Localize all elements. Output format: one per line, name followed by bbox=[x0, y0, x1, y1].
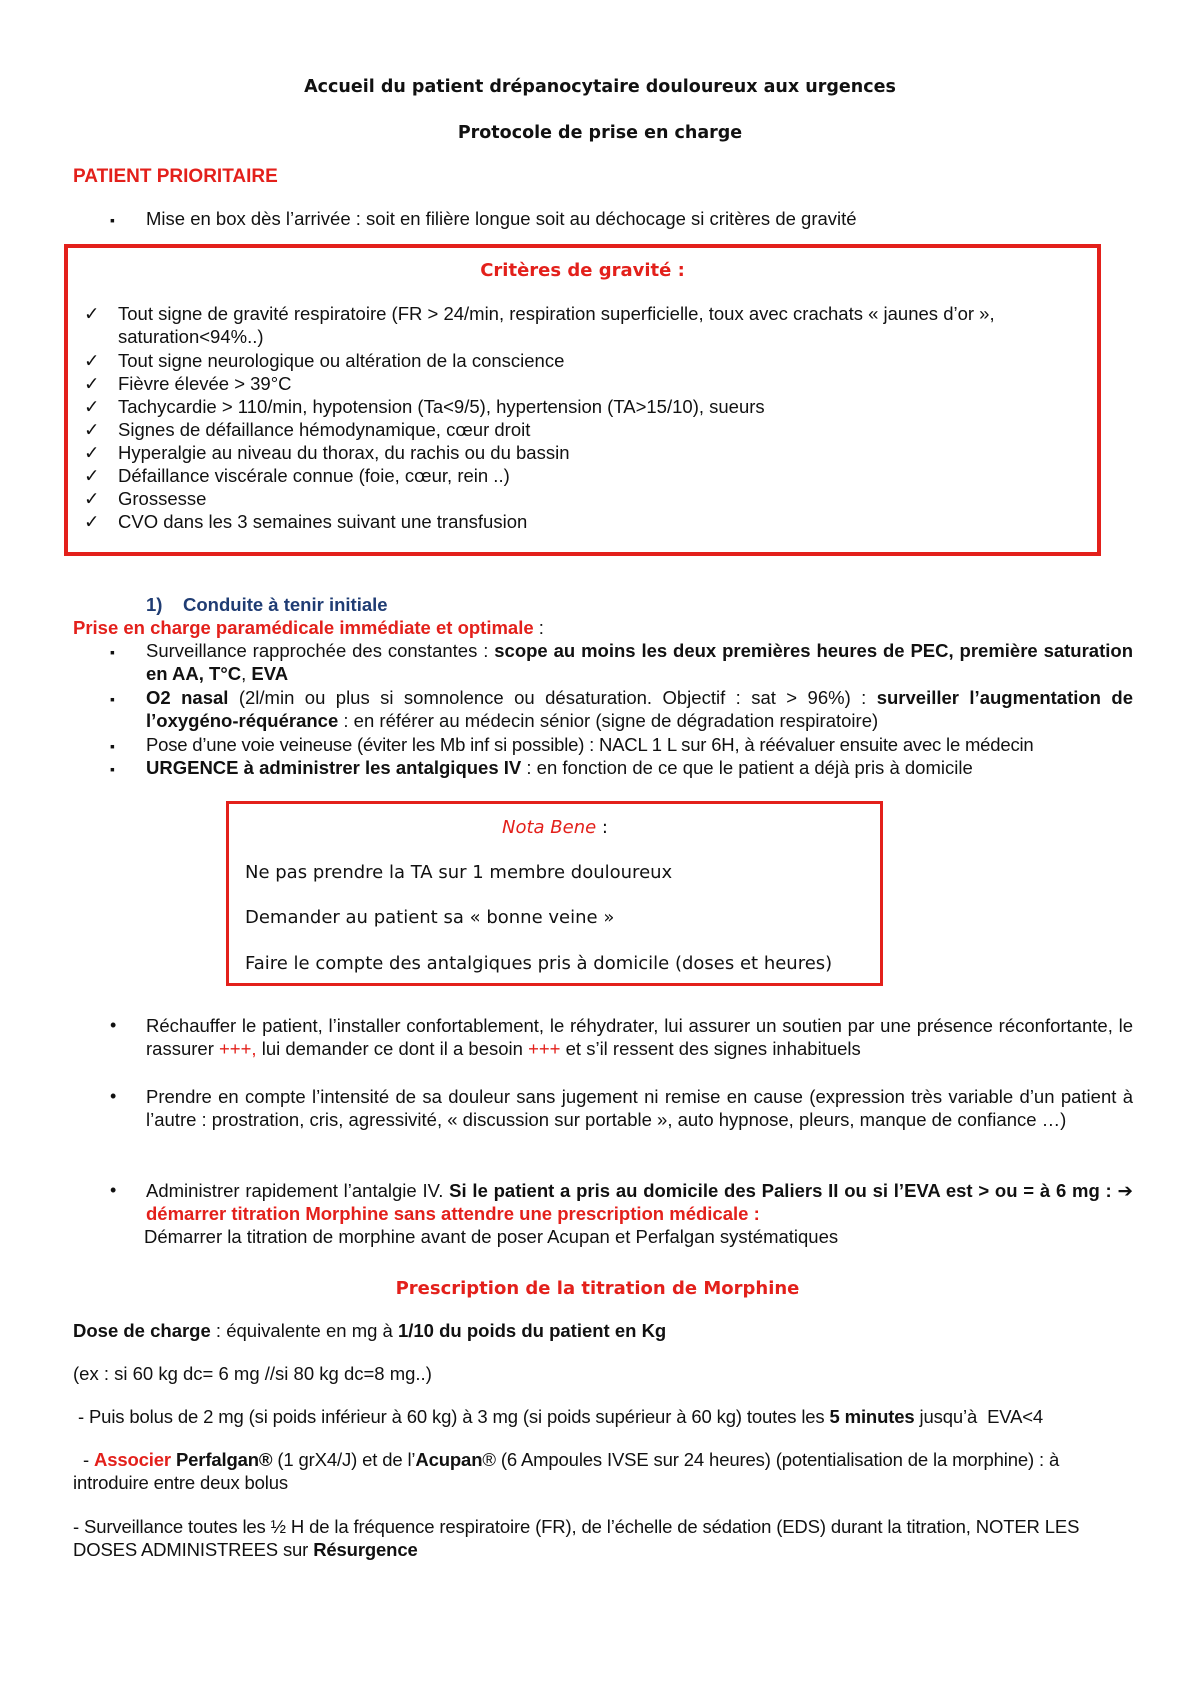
nota-bene-heading bbox=[0, 816, 1110, 839]
bullet-bold: O2 nasal bbox=[146, 687, 229, 708]
criteria-item: Tout signe de gravité respiratoire (FR > 24/min, respiration superficielle, toux avec crachats « jaunes d’or », saturation<94%..) bbox=[118, 303, 995, 347]
bullet-urgency bbox=[146, 756, 1133, 779]
criteria-item: Grossesse bbox=[118, 488, 207, 509]
monitoring-line bbox=[73, 1515, 1133, 1561]
checkmark-icon: ✓ bbox=[84, 511, 100, 532]
dose-text: : équivalente en mg à bbox=[210, 1320, 398, 1341]
monitoring-bold: Résurgence bbox=[313, 1539, 418, 1560]
dose-example: (ex : si 60 kg dc= 6 mg //si 80 kg dc=8 mg..) bbox=[73, 1363, 432, 1384]
bullet-text: Surveillance rapprochée des constantes : bbox=[146, 640, 495, 661]
document-subtitle: Protocole de prise en charge bbox=[457, 123, 743, 143]
nota-line: Ne pas prendre la TA sur 1 membre douloureux bbox=[245, 862, 673, 883]
criteria-item: CVO dans les 3 semaines suivant une transfusion bbox=[118, 511, 528, 532]
care-paragraph-pain: Prendre en compte l’intensité de sa douleur sans jugement ni remise en cause (expression très variable d’un patient à l’autre : prostration, cris, agressivité, « discussion sur portable », auto hypnose, pleurs, manque de confiance …) bbox=[146, 1086, 1133, 1130]
care-paragraph-comfort bbox=[146, 1014, 1133, 1060]
nota-heading-text: Nota Bene bbox=[502, 817, 597, 838]
emphasis-marks: +++ bbox=[528, 1038, 561, 1059]
nota-line: Demander au patient sa « bonne veine » bbox=[245, 907, 615, 928]
bolus-bold: 5 minutes bbox=[829, 1406, 915, 1427]
bullet-bold: scope au moins les deux premières heures de PEC, première saturation en AA, T°C bbox=[146, 640, 1134, 684]
document-title: Accueil du patient drépanocytaire douloureux aux urgences bbox=[304, 77, 896, 97]
nota-heading-colon: : bbox=[596, 817, 608, 838]
care-red-instruction: démarrer titration Morphine sans attendre une prescription médicale : bbox=[146, 1203, 760, 1224]
associate-bold: Perfalgan® bbox=[170, 1449, 273, 1470]
subheading-text: Prise en charge paramédicale immédiate et optimale bbox=[73, 617, 534, 638]
square-bullet-icon: ▪ bbox=[110, 738, 115, 754]
section-number: 1) bbox=[146, 594, 163, 615]
bullet-text: : en référer au médecin sénior (signe de dégradation respiratoire) bbox=[338, 710, 879, 731]
checkmark-icon: ✓ bbox=[84, 373, 100, 394]
section-heading bbox=[146, 593, 388, 616]
associate-bold: Acupan bbox=[415, 1449, 483, 1470]
care-text: et s’il ressent des signes inhabituels bbox=[560, 1038, 861, 1059]
bullet-bold: EVA bbox=[251, 663, 289, 684]
bolus-text: jusqu’à EVA<4 bbox=[914, 1406, 1044, 1427]
subheading-colon: : bbox=[533, 617, 544, 638]
associate-text: ® (6 Ampoules IVSE sur 24 heures) (potentialisation de la morphine) : à introduire entre deux bolus bbox=[73, 1449, 1060, 1493]
section-subheading bbox=[73, 616, 544, 639]
prescription-heading: Prescription de la titration de Morphine bbox=[395, 1278, 800, 1299]
round-bullet-icon: • bbox=[110, 1015, 117, 1035]
criteria-item: Défaillance viscérale connue (foie, cœur, rein ..) bbox=[118, 465, 510, 486]
checkmark-icon: ✓ bbox=[84, 465, 100, 486]
priority-item: Mise en box dès l’arrivée : soit en filière longue soit au déchocage si critères de gravité bbox=[146, 208, 857, 229]
care-text: Administrer rapidement l’antalgie IV. bbox=[146, 1180, 450, 1201]
dose-bold: 1/10 du poids du patient en Kg bbox=[397, 1320, 667, 1341]
criteria-item: Fièvre élevée > 39°C bbox=[118, 373, 292, 394]
associate-text: (1 grX4/J) et de l’ bbox=[272, 1449, 416, 1470]
criteria-item: Hyperalgie au niveau du thorax, du rachis ou du bassin bbox=[118, 442, 570, 463]
loading-dose bbox=[73, 1319, 666, 1342]
checkmark-icon: ✓ bbox=[84, 396, 100, 417]
care-bold: Si le patient a pris au domicile des Paliers II ou si l’EVA est > ou = à 6 mg : bbox=[449, 1180, 1118, 1201]
section-title: Conduite à tenir initiale bbox=[183, 594, 388, 615]
dose-label: Dose de charge bbox=[73, 1320, 211, 1341]
criteria-item: Signes de défaillance hémodynamique, cœur droit bbox=[118, 419, 531, 440]
round-bullet-icon: • bbox=[110, 1086, 117, 1106]
emphasis-marks: +++, bbox=[219, 1038, 257, 1059]
bullet-text: (2l/min ou plus si somnolence ou désaturation. Objectif : sat > 96%) : bbox=[228, 687, 877, 708]
checkmark-icon: ✓ bbox=[84, 419, 100, 440]
bullet-oxygen bbox=[146, 686, 1133, 732]
square-bullet-icon: ▪ bbox=[110, 761, 115, 777]
bullet-text: : en fonction de ce que le patient a déjà pris à domicile bbox=[521, 757, 973, 778]
bullet-constants bbox=[146, 639, 1133, 685]
associate-line bbox=[73, 1448, 1133, 1494]
nota-line: Faire le compte des antalgiques pris à domicile (doses et heures) bbox=[245, 953, 833, 974]
care-text: lui demander ce dont il a besoin bbox=[256, 1038, 529, 1059]
bullet-bold: surveiller l’augmentation de l’oxygéno-réquérance bbox=[146, 687, 1133, 731]
criteria-heading: Critères de gravité : bbox=[480, 260, 685, 281]
bullet-venous-line: Pose d’une voie veineuse (éviter les Mb inf si possible) : NACL 1 L sur 6H, à réévaluer ensuite avec le médecin bbox=[146, 734, 1034, 755]
monitoring-text: - Surveillance toutes les ½ H de la fréquence respiratoire (FR), de l’échelle de sédation (EDS) durant la titration, NOTER LES DOSES ADMINISTREES sur bbox=[73, 1516, 1080, 1560]
care-text: Réchauffer le patient, l’installer confortablement, le réhydrater, lui assurer un soutien par une présence réconfortante, le rassurer bbox=[146, 1015, 1133, 1059]
bullet-bold: URGENCE à administrer les antalgiques IV bbox=[146, 757, 522, 778]
checkmark-icon: ✓ bbox=[84, 442, 100, 463]
square-bullet-icon: ▪ bbox=[110, 644, 115, 660]
square-bullet-icon: ▪ bbox=[110, 691, 115, 707]
bolus-text: - Puis bolus de 2 mg (si poids inférieur à 60 kg) à 3 mg (si poids supérieur à 60 kg) toutes les bbox=[73, 1406, 830, 1427]
priority-heading: PATIENT PRIORITAIRE bbox=[73, 166, 278, 187]
criteria-item: Tout signe neurologique ou altération de la conscience bbox=[118, 350, 565, 371]
arrow-right-icon: ➔ bbox=[1117, 1180, 1133, 1201]
care-paragraph-analgesia bbox=[146, 1179, 1133, 1225]
bolus-line bbox=[73, 1405, 1043, 1428]
checkmark-icon: ✓ bbox=[84, 303, 100, 324]
criteria-item: Tachycardie > 110/min, hypotension (Ta<9/5), hypertension (TA>15/10), sueurs bbox=[118, 396, 765, 417]
round-bullet-icon: • bbox=[110, 1180, 117, 1200]
care-morphine-note: Démarrer la titration de morphine avant de poser Acupan et Perfalgan systématiques bbox=[144, 1226, 839, 1247]
associate-red: Associer bbox=[93, 1449, 171, 1470]
checkmark-icon: ✓ bbox=[84, 350, 100, 371]
bullet-text: , bbox=[241, 663, 252, 684]
checkmark-icon: ✓ bbox=[84, 488, 100, 509]
square-bullet-icon: ▪ bbox=[110, 212, 115, 228]
associate-dash: - bbox=[73, 1449, 94, 1470]
